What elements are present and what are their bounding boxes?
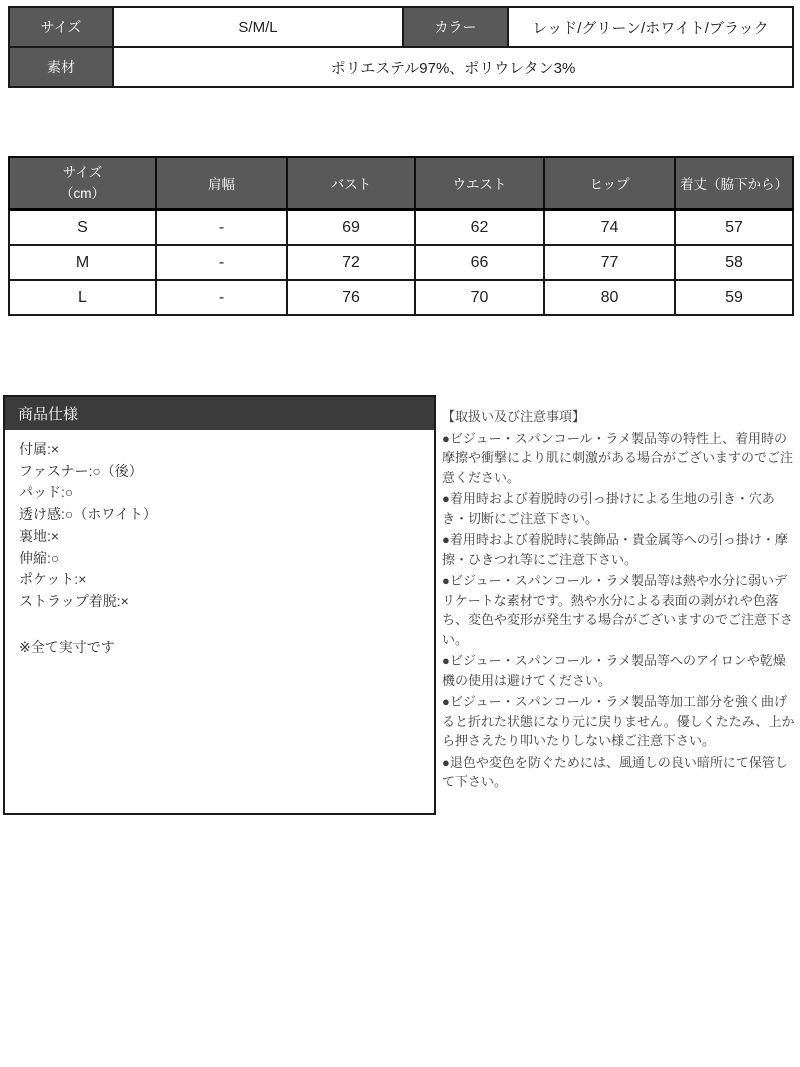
care-item-snag-fabric: ●着用時および着脱時の引っ掛けによる生地の引き・穴あき・切断にご注意下さい。: [442, 491, 775, 526]
shoulder-cell: -: [156, 280, 287, 315]
spec-item-accessory: 付属:×: [19, 441, 60, 457]
product-spec-box: [3, 395, 436, 815]
spec-measurement-note: ※全て実寸です: [19, 638, 115, 655]
length-header-cell: 着丈（脇下から）: [675, 157, 793, 210]
size-color-row: [9, 7, 793, 47]
care-item-heat-moisture: ●ビジュー・スパンコール・ラメ製品等は熱や水分に弱いデリケートな素材です。熱や水分による表面の剥がれや色落ち、変色や変形が発生する場合がございますのでご注意下さい。: [442, 573, 794, 647]
waist-cell: 62: [415, 210, 544, 246]
hip-header-cell: ヒップ: [544, 157, 675, 210]
care-item-friction: ●ビジュー・スパンコール・ラメ製品等の特性上、着用時の摩擦や衝撃により肌に刺激がある場合がございますのでご注意ください。: [442, 430, 794, 485]
size-cm-header-cell: [9, 157, 156, 210]
bust-cell: 69: [287, 210, 415, 246]
size-value-cell: S/M/L: [113, 7, 403, 47]
size-name-cell: M: [9, 245, 156, 280]
size-cm-header-line2: （cm）: [60, 186, 105, 201]
care-item-bending: ●ビジュー・スパンコール・ラメ製品等加工部分を強く曲げると折れた状態になり元に戻りません。優しくたたみ、上から押さえたり叩いたりしない様ご注意下さい。: [442, 694, 795, 748]
spec-item-pocket: ポケット:×: [19, 571, 87, 588]
length-cell: 58: [675, 245, 793, 280]
waist-cell: 70: [415, 280, 544, 315]
measurement-table: [8, 156, 794, 316]
product-spec-list: [5, 430, 434, 658]
care-item-snag-jewelry: ●着用時および着脱時に装飾品・貴金属等への引っ掛け・摩擦・ひきつれ等にご注意下さい。: [442, 532, 788, 567]
size-color-material-table: [8, 6, 794, 88]
care-item-iron-dryer: ●ビジュー・スパンコール・ラメ製品等へのアイロンや乾燥機の使用は避けてください。: [442, 653, 786, 688]
material-row: [9, 47, 793, 87]
hip-cell: 77: [544, 245, 675, 280]
size-name-cell: S: [9, 210, 156, 246]
spec-item-strap: ストラップ着脱:×: [19, 592, 129, 609]
spec-item-sheerness: 透け感:○（ホワイト）: [19, 506, 157, 523]
size-cm-header-line1: サイズ: [62, 165, 103, 180]
waist-header-cell: ウエスト: [415, 157, 544, 210]
bust-cell: 76: [287, 280, 415, 315]
size-label-cell: サイズ: [9, 7, 113, 47]
bust-cell: 72: [287, 245, 415, 280]
length-cell: 57: [675, 210, 793, 246]
spec-item-stretch: 伸縮:○: [19, 549, 60, 566]
color-label-cell: カラー: [403, 7, 508, 47]
shoulder-header-cell: 肩幅: [156, 157, 287, 210]
color-value-cell: レッド/グリーン/ホワイト/ブラック: [508, 7, 793, 47]
material-value-cell: ポリエステル97%、ポリウレタン3%: [113, 47, 793, 87]
bust-header-cell: バスト: [287, 157, 415, 210]
measurement-row-s: [9, 210, 793, 246]
hip-cell: 80: [544, 280, 675, 315]
measurement-header-row: [9, 157, 793, 210]
length-cell: 59: [675, 280, 793, 315]
size-name-cell: L: [9, 280, 156, 315]
spec-item-lining: 裏地:×: [19, 527, 60, 544]
material-label-cell: 素材: [9, 47, 113, 87]
spec-item-pad: パッド:○: [19, 484, 74, 501]
product-spec-title: 商品仕様: [5, 397, 434, 430]
measurement-row-l: [9, 280, 793, 315]
hip-cell: 74: [544, 210, 675, 246]
waist-cell: 66: [415, 245, 544, 280]
measurement-row-m: [9, 245, 793, 280]
care-title: 【取扱い及び注意事項】: [442, 409, 586, 424]
shoulder-cell: -: [156, 245, 287, 280]
care-item-storage: ●退色や変色を防ぐためには、風通しの良い暗所にて保管して下さい。: [442, 754, 788, 789]
spec-item-fastener: ファスナー:○（後）: [19, 462, 143, 479]
care-instructions: [442, 407, 796, 794]
shoulder-cell: -: [156, 210, 287, 246]
